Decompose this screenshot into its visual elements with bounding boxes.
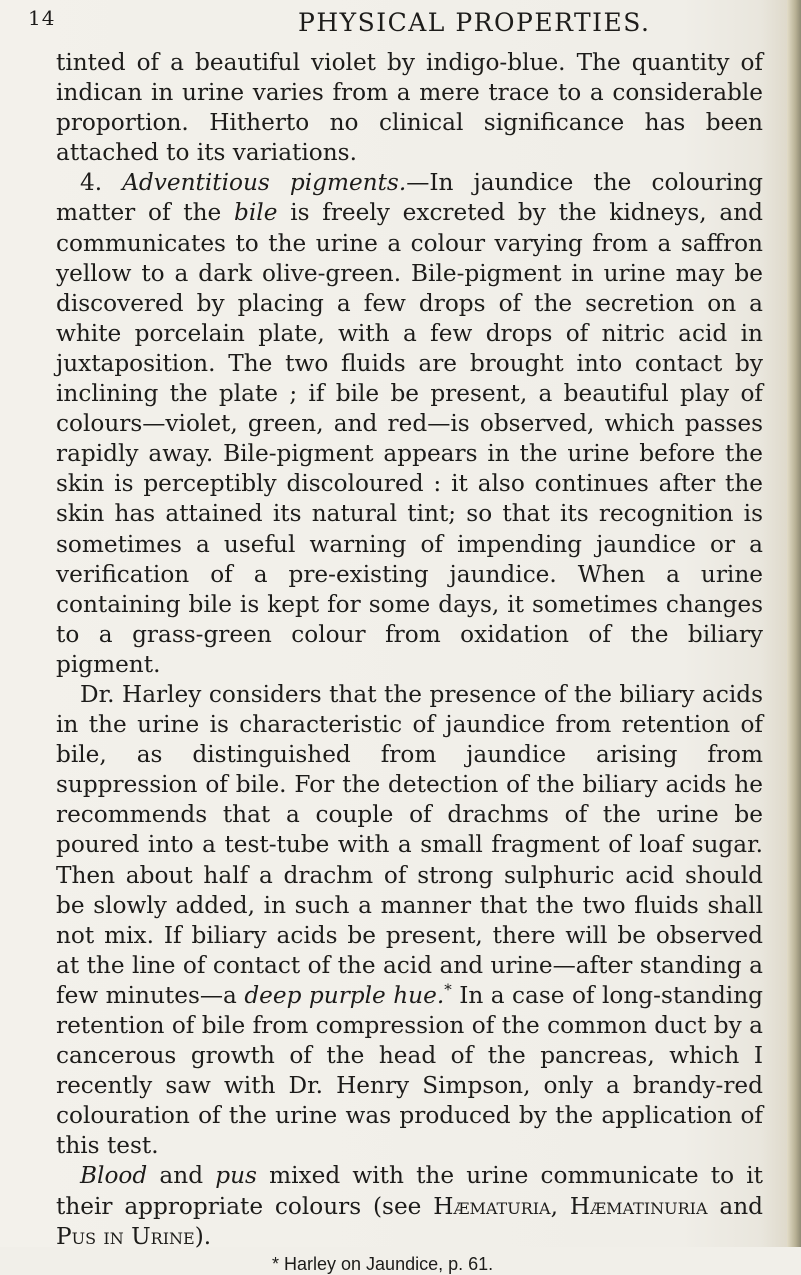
paragraph-4 — [56, 1161, 763, 1251]
cross-ref-pus-in-urine: Pus in Urine — [56, 1222, 195, 1250]
paragraph-4-text: mixed with the urine communicate to it their appropriate colours (see — [56, 1162, 763, 1220]
page-number: 14 — [28, 6, 56, 30]
paragraph-3 — [56, 680, 763, 1162]
paragraph-2-text-a: —In jaundice the colouring matter of the — [56, 169, 763, 227]
page-edge — [787, 0, 801, 1247]
comma-text: , — [550, 1192, 570, 1220]
paragraph-2 — [56, 168, 763, 680]
pus-term: pus — [215, 1162, 257, 1190]
and-text: and — [147, 1162, 216, 1190]
paragraph-2-text-b: is freely excreted by the kidneys, and communicates to the urine a colour varying from a saffron yellow to a dark olive-green. Bile-pigment in urine may be discovered by placing a few drops of the secretion on a white porcelain plate, with a few drops of nitric acid in juxtaposition. The two fluids are brought into contact by inclining the plate ; if bile be present, a beautiful play of colours—violet, green, and red—is observed, which passes rapidly away. Bile-pigment appears in the urine before the skin is perceptibly discoloured : it also continues after the skin has attained its natural tint; so that its recognition is sometimes a useful warning of impending jaundice or a verification of a pre-existing jaundice. When a urine containing bile is kept for some days, it sometimes changes to a grass-green colour from oxidation of the biliary pigment. — [56, 199, 763, 678]
section-number: 4. — [80, 169, 103, 197]
paragraph-3-text-a: Dr. Harley considers that the presence of the biliary acids in the urine is characteristic of jaundice from retention of bile, as distinguished from jaundice arising from suppression of bile. For the detection of the biliary acids he recommends that a couple of drachms of the urine be poured into a test-tube with a small fragment of loaf sugar. Then about half a drachm of strong sulphuric acid should be slowly added, in such a manner that the two fluids shall not mix. If biliary acids be present, there will be observed at the line of contact of the acid and urine—after standing a few minutes—a — [56, 680, 763, 1009]
cross-ref-haematinuria: Hæmatinuria — [569, 1192, 708, 1220]
paragraph-3-text-b: In a case of long-standing retention of bile from compression of the common duct by a cancerous growth of the head of the pancreas, which I recently saw with Dr. Henry Simpson, only a brandy-red colouration of the urine was produced by the application of this test. — [56, 981, 763, 1160]
cross-ref-haematuria: Hæmaturia — [433, 1192, 551, 1220]
footnote-reference: * — [444, 980, 452, 999]
close-paren: ). — [194, 1222, 212, 1250]
section-heading: Adventitious pigments. — [122, 169, 407, 197]
bile-term: bile — [234, 199, 278, 227]
footnote: * Harley on Jaundice, p. 61. — [272, 1254, 494, 1274]
paragraph-1: tinted of a beautiful violet by indigo-blue. The quantity of indican in urine varies from a mere trace to a considerable proportion. Hitherto no clinical significance has been attached to its variations. — [56, 49, 763, 167]
and-text-2: and — [707, 1192, 763, 1220]
running-head: PHYSICAL PROPERTIES. — [298, 8, 651, 37]
emphasis-purple-hue: deep purple hue. — [244, 981, 445, 1009]
body-text — [56, 48, 763, 1252]
blood-term: Blood — [80, 1162, 148, 1190]
